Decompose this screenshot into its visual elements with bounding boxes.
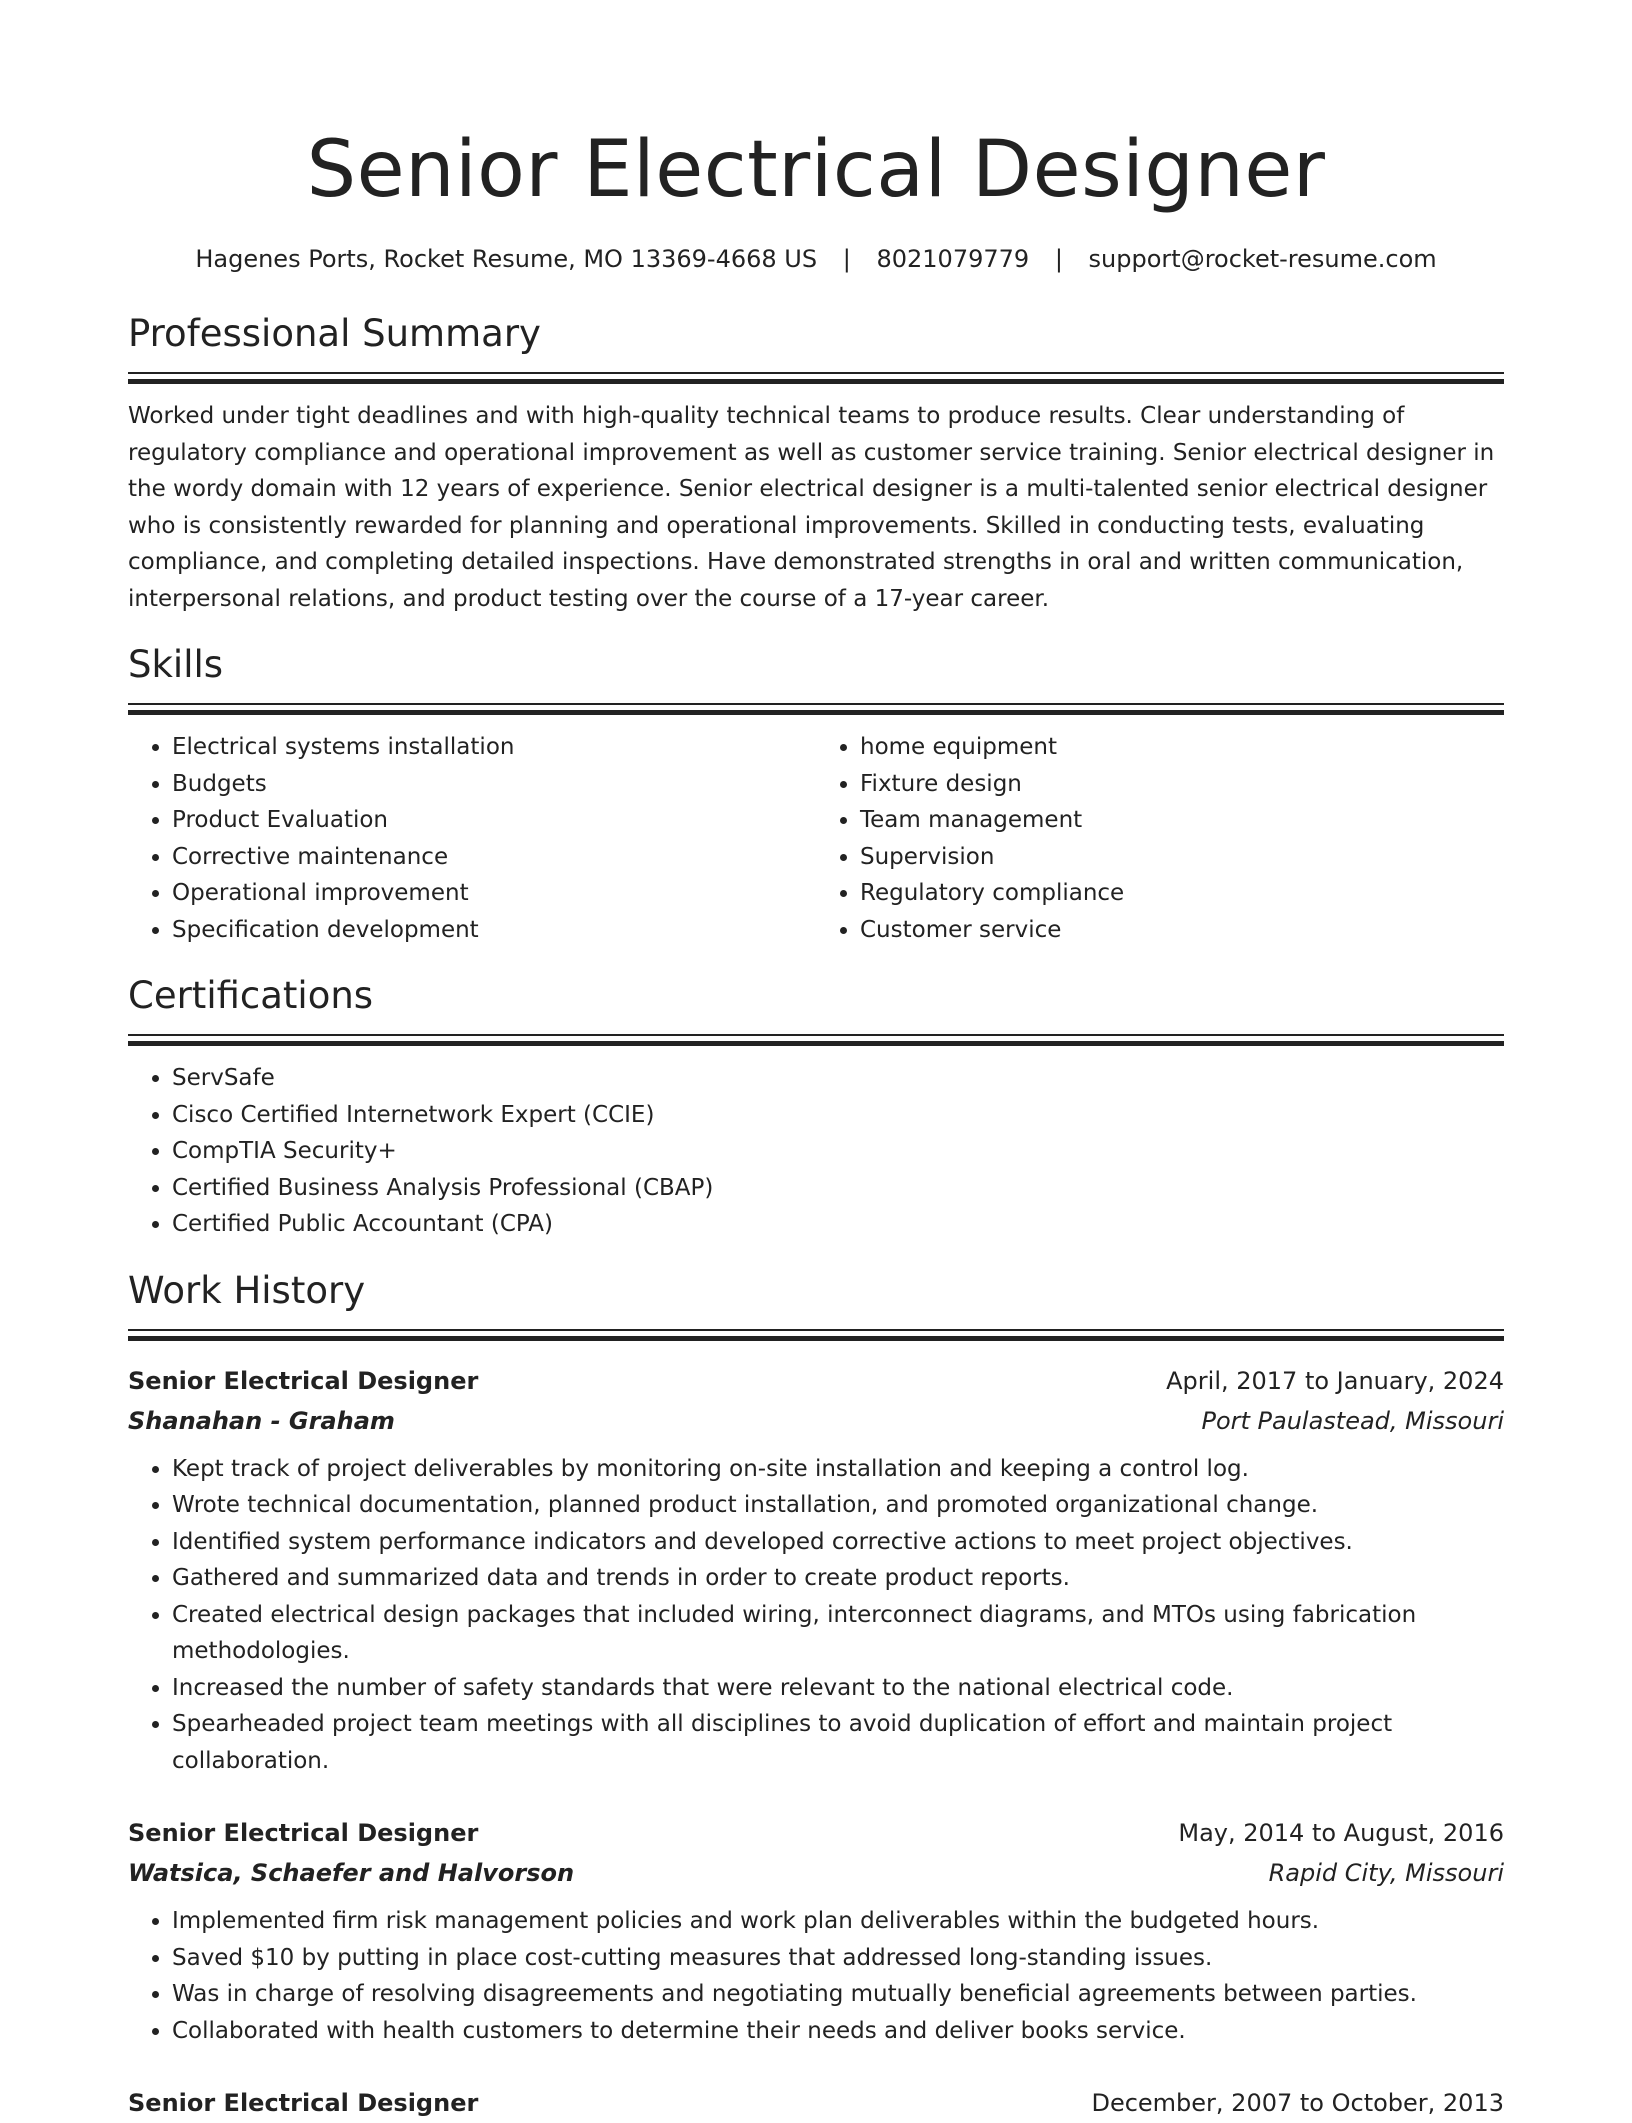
job-duty: • Collaborated with health customers to determine their needs and deliver books service. — [172, 2013, 1504, 2050]
skill-item: • home equipment — [860, 729, 1504, 766]
skills-list-right — [816, 729, 1504, 948]
certification-item: • Cisco Certified Internetwork Expert (CCIE) — [172, 1097, 1504, 1134]
contact-address: Hagenes Ports, Rocket Resume, MO 13369-4668 US — [195, 245, 817, 273]
skill-item: • Operational improvement — [172, 875, 816, 912]
work-history-section — [128, 1267, 1504, 2123]
job-duty: • Saved $10 by putting in place cost-cutting measures that addressed long-standing issues. — [172, 1940, 1504, 1977]
job-location: Port Paulastead, Missouri — [1201, 1401, 1504, 1441]
job-header-row — [128, 1813, 1504, 1853]
certification-item: • ServSafe — [172, 1060, 1504, 1097]
certifications-section — [128, 972, 1504, 1243]
skills-list-left — [128, 729, 816, 948]
summary-section — [128, 310, 1504, 617]
contact-email: support@rocket-resume.com — [1089, 245, 1437, 273]
job-duty: • Was in charge of resolving disagreements and negotiating mutually beneficial agreements between parties. — [172, 1976, 1504, 2013]
job-duty: • Wrote technical documentation, planned product installation, and promoted organizational change. — [172, 1487, 1504, 1524]
job-entry — [128, 2083, 1504, 2123]
skills-section — [128, 641, 1504, 948]
job-dates: April, 2017 to January, 2024 — [1166, 1361, 1504, 1401]
job-duty: • Implemented firm risk management policies and work plan deliverables within the budgeted hours. — [172, 1903, 1504, 1940]
contact-line — [128, 242, 1504, 276]
summary-text: Worked under tight deadlines and with high-quality technical teams to produce results. Clear understanding of regulatory compliance and operational improvement as well as customer service training. Senior electrical designer in the wordy domain with 12 years of experience. Senior electrical designer is a multi-talented senior electrical designer who is consistently rewarded for planning and operational improvements. Skilled in conducting tests, evaluating compliance, and completing detailed inspections. Have demonstrated strengths in oral and written communication, interpersonal relations, and product testing over the course of a 17-year career. — [128, 398, 1504, 617]
skill-item: • Supervision — [860, 839, 1504, 876]
skills-grid — [128, 729, 1504, 948]
section-heading-certifications: Certifications — [128, 972, 1504, 1020]
skill-item: • Electrical systems installation — [172, 729, 816, 766]
certifications-list — [128, 1060, 1504, 1243]
section-divider — [128, 1329, 1504, 1341]
skill-item: • Corrective maintenance — [172, 839, 816, 876]
job-title: Senior Electrical Designer — [128, 1361, 478, 1401]
skill-item: • Specification development — [172, 912, 816, 949]
job-company-row — [128, 1401, 1504, 1441]
job-duty: • Spearheaded project team meetings with all disciplines to avoid duplication of effort and maintain project collaboration. — [172, 1706, 1504, 1779]
job-company-row — [128, 1853, 1504, 1893]
job-duties-list — [128, 1451, 1504, 1780]
job-header-row — [128, 2083, 1504, 2123]
job-header-row — [128, 1361, 1504, 1401]
section-heading-summary: Professional Summary — [128, 310, 1504, 358]
section-heading-skills: Skills — [128, 641, 1504, 689]
job-duty: • Kept track of project deliverables by monitoring on-site installation and keeping a control log. — [172, 1451, 1504, 1488]
job-dates: December, 2007 to October, 2013 — [1091, 2083, 1504, 2123]
job-dates: May, 2014 to August, 2016 — [1178, 1813, 1504, 1853]
job-duty: • Increased the number of safety standards that were relevant to the national electrical code. — [172, 1670, 1504, 1707]
section-divider — [128, 372, 1504, 384]
section-heading-work-history: Work History — [128, 1267, 1504, 1315]
job-duties-list — [128, 1903, 1504, 2049]
job-duty: • Created electrical design packages that included wiring, interconnect diagrams, and MTOs using fabrication methodologies. — [172, 1597, 1504, 1670]
section-divider — [128, 703, 1504, 715]
job-entry — [128, 1813, 1504, 2049]
contact-phone: 8021079779 — [876, 245, 1029, 273]
job-entry — [128, 1361, 1504, 1780]
skill-item: • Regulatory compliance — [860, 875, 1504, 912]
skill-item: • Budgets — [172, 766, 816, 803]
contact-separator: | — [1055, 242, 1063, 276]
contact-separator: | — [843, 242, 851, 276]
certification-item: • Certified Business Analysis Professional (CBAP) — [172, 1170, 1504, 1207]
skill-item: • Product Evaluation — [172, 802, 816, 839]
skill-item: • Team management — [860, 802, 1504, 839]
job-title: Senior Electrical Designer — [128, 2083, 478, 2123]
job-title: Senior Electrical Designer — [128, 1813, 478, 1853]
skill-item: • Customer service — [860, 912, 1504, 949]
certification-item: • CompTIA Security+ — [172, 1133, 1504, 1170]
job-company: Shanahan - Graham — [128, 1401, 395, 1441]
job-duty: • Gathered and summarized data and trends in order to create product reports. — [172, 1560, 1504, 1597]
resume-page — [128, 0, 1504, 2123]
section-divider — [128, 1034, 1504, 1046]
resume-title: Senior Electrical Designer — [128, 0, 1504, 222]
job-company: Watsica, Schaefer and Halvorson — [128, 1853, 574, 1893]
skill-item: • Fixture design — [860, 766, 1504, 803]
job-duty: • Identified system performance indicators and developed corrective actions to meet project objectives. — [172, 1524, 1504, 1561]
job-location: Rapid City, Missouri — [1269, 1853, 1504, 1893]
certification-item: • Certified Public Accountant (CPA) — [172, 1206, 1504, 1243]
